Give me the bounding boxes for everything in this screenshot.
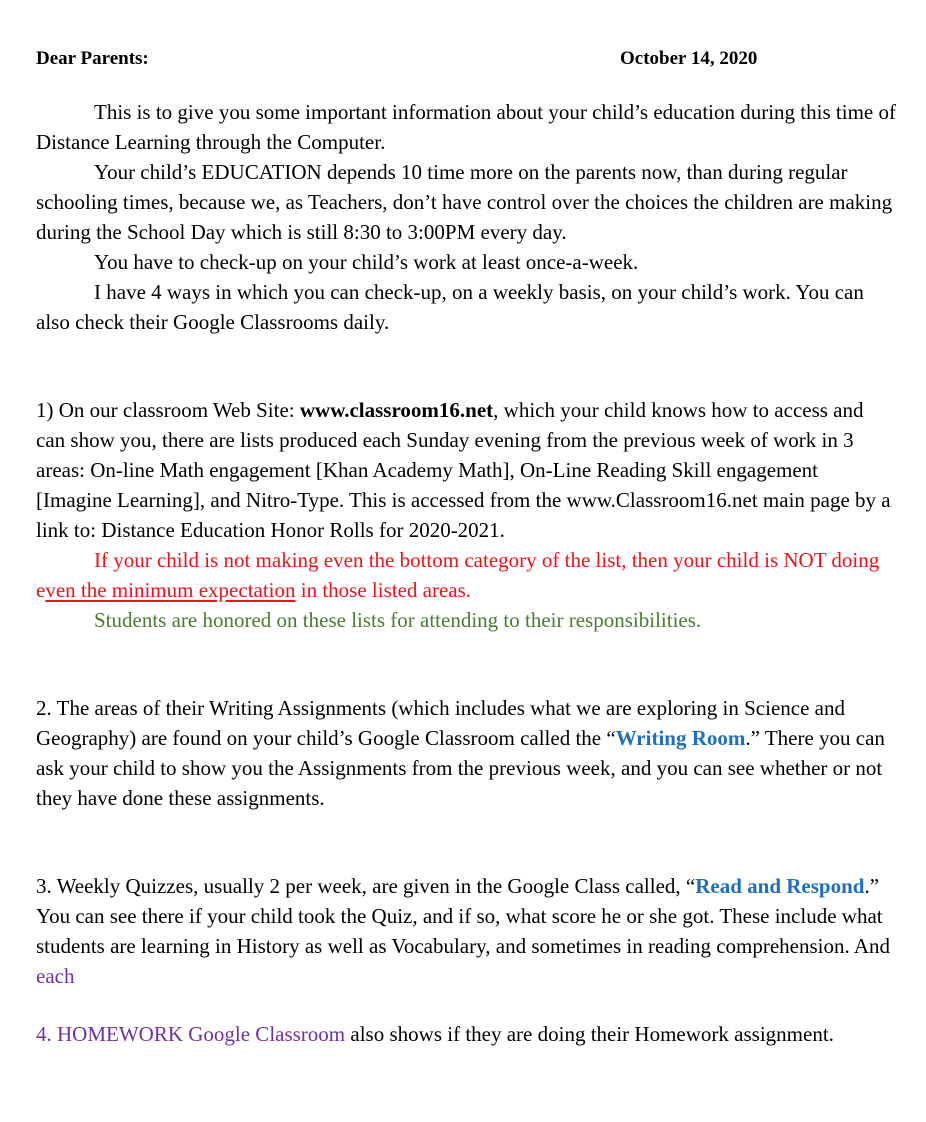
item-1-honor-note: Students are honored on these lists for attending to their responsibilities. — [94, 608, 702, 632]
item-1-warning: If your child is not making even the bottom category of the list, then your child is NOT doing even the minimum expectation in those listed areas. — [36, 548, 880, 602]
item-2-section — [36, 693, 896, 813]
item-4-paragraph: 4. HOMEWORK Google Classroom also shows if they are doing their Homework assignment. — [36, 1022, 834, 1046]
letter-date: October 14, 2020 — [620, 48, 758, 69]
intro-section — [36, 97, 896, 337]
minimum-expectation-underline: ven the minimum expectation — [45, 578, 296, 602]
item-4-section — [36, 1019, 896, 1049]
intro-paragraph-1: This is to give you some important information about your child’s education during this time of Distance Learning through the Computer. — [36, 100, 896, 154]
classroom-website-link[interactable]: www.classroom16.net — [299, 398, 494, 422]
item-2-paragraph: 2. The areas of their Writing Assignments (which includes what we are exploring in Science and Geography) are found on your child’s Google Classroom called the “Writing Room.” There you can ask your child to show you the Assignments from the previous week, and you can see whether or not they have done these assignments. — [36, 696, 885, 810]
intro-paragraph-3: You have to check-up on your child’s work at least once-a-week. — [94, 250, 639, 274]
item-1-paragraph: 1) On our classroom Web Site: www.classroom16.net, which your child knows how to access and can show you, there are lists produced each Sunday evening from the previous week of work in 3 areas: On-line Math engagement [Khan Academy Math], On-Line Reading Skill engagement [Imagine Learning], and Nitro-Type. This is accessed from the www.Classroom16.net main page by a link to: Distance Education Honor Rolls for 2020-2021. — [36, 398, 891, 542]
item-3-trailing-word: each — [36, 964, 75, 988]
letter-header — [36, 46, 896, 72]
read-and-respond-classroom: Read and Respond — [695, 874, 865, 898]
intro-paragraph-4: I have 4 ways in which you can check-up, on a weekly basis, on your child’s work. You can also check their Google Classrooms daily. — [36, 280, 864, 334]
writing-room-classroom: Writing Room — [615, 726, 746, 750]
salutation: Dear Parents: — [36, 48, 149, 69]
item-3-section — [36, 871, 896, 991]
item-3-paragraph: 3. Weekly Quizzes, usually 2 per week, are given in the Google Class called, “Read and Respond.” You can see there if your child took the Quiz, and if so, what score he or she got. These include what students are learning in History as well as Vocabulary, and sometimes in reading comprehension. And each — [36, 874, 891, 988]
intro-paragraph-2: Your child’s EDUCATION depends 10 time more on the parents now, than during regular schooling times, because we, as Teachers, don’t have control over the choices the children are making during the School Day which is still 8:30 to 3:00PM every day. — [36, 160, 893, 244]
homework-classroom: 4. HOMEWORK Google Classroom — [36, 1022, 346, 1046]
item-1-section — [36, 395, 896, 635]
